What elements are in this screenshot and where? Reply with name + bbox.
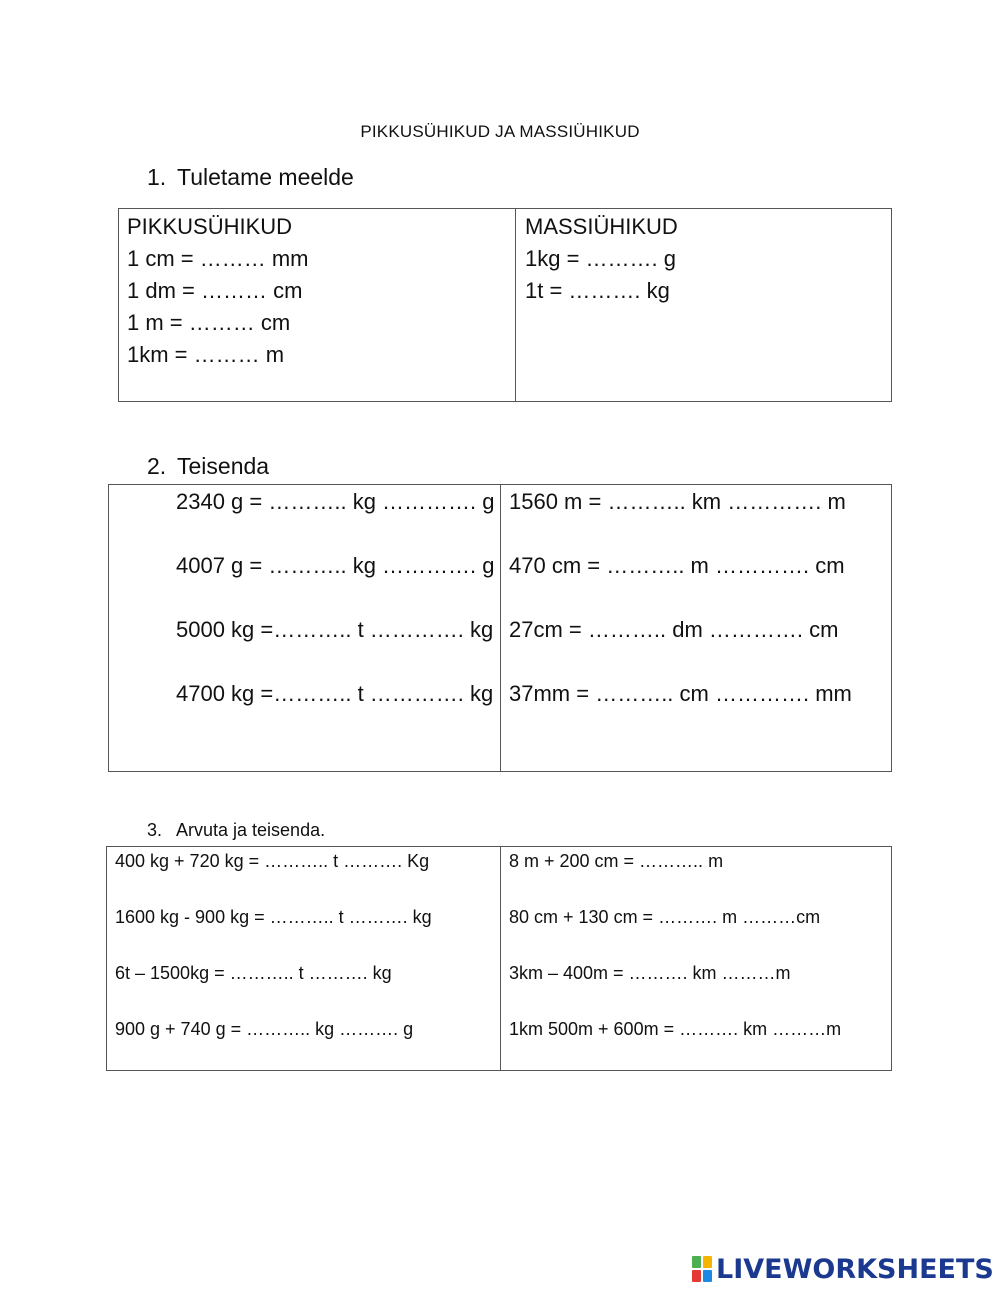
blank-row[interactable]: 1600 kg - 900 kg = ……….. t ………. kg [115,907,432,927]
table-heading-mass: MASSIÜHIKUD [525,214,678,239]
liveworksheets-logo [692,1252,994,1286]
section-title: Arvuta ja teisenda. [176,820,326,840]
section-number: 3. [147,820,163,840]
column-divider [500,847,501,1070]
section-number: 2. [147,453,167,479]
blank-row[interactable]: 27cm = ……….. dm …………. cm [509,617,839,642]
blank-row[interactable]: 1 dm = ……… cm [127,278,303,303]
section-title: Tuletame meelde [177,164,354,190]
section-3-heading [147,820,325,841]
section-number: 1. [147,164,167,190]
blank-row[interactable]: 80 cm + 130 cm = ………. m ………cm [509,907,821,927]
blank-row[interactable]: 3km – 400m = ………. km ………m [509,963,791,983]
blank-row[interactable]: 1560 m = ……….. km …………. m [509,489,846,514]
column-divider [515,209,516,401]
blank-row[interactable]: 2340 g = ……….. kg …………. g [176,489,495,514]
blank-row[interactable]: 900 g + 740 g = ……….. kg ………. g [115,1019,414,1039]
section-1-table [118,208,892,402]
section-title: Teisenda [177,453,270,479]
blank-row[interactable]: 400 kg + 720 kg = ……….. t ………. Kg [115,851,430,871]
logo-mark-icon [692,1256,712,1282]
blank-row[interactable]: 1km 500m + 600m = ………. km ………m [509,1019,842,1039]
blank-row[interactable]: 6t – 1500kg = ……….. t ………. kg [115,963,392,983]
blank-row[interactable]: 470 cm = ……….. m …………. cm [509,553,845,578]
blank-row[interactable]: 1kg = ………. g [525,246,677,271]
blank-row[interactable]: 1km = ……… m [127,342,285,367]
blank-row[interactable]: 8 m + 200 cm = ……….. m [509,851,724,871]
blank-row[interactable]: 37mm = ……….. cm …………. mm [509,681,852,706]
blank-row[interactable]: 5000 kg =……….. t …………. kg [176,617,494,642]
table-heading-length: PIKKUSÜHIKUD [127,214,293,239]
section-2-table [108,484,892,772]
blank-row[interactable]: 1t = ………. kg [525,278,670,303]
column-divider [500,485,501,771]
blank-row[interactable]: 1 cm = ……… mm [127,246,309,271]
section-2-heading [147,453,269,480]
section-3-table [106,846,892,1071]
blank-row[interactable]: 4007 g = ……….. kg …………. g [176,553,495,578]
blank-row[interactable]: 1 m = ……… cm [127,310,291,335]
blank-row[interactable]: 4700 kg =……….. t …………. kg [176,681,494,706]
section-1-heading [147,164,354,191]
logo-text: LIVEWORKSHEETS [716,1253,994,1285]
page-title: PIKKUSÜHIKUD JA MASSIÜHIKUD [360,122,640,141]
